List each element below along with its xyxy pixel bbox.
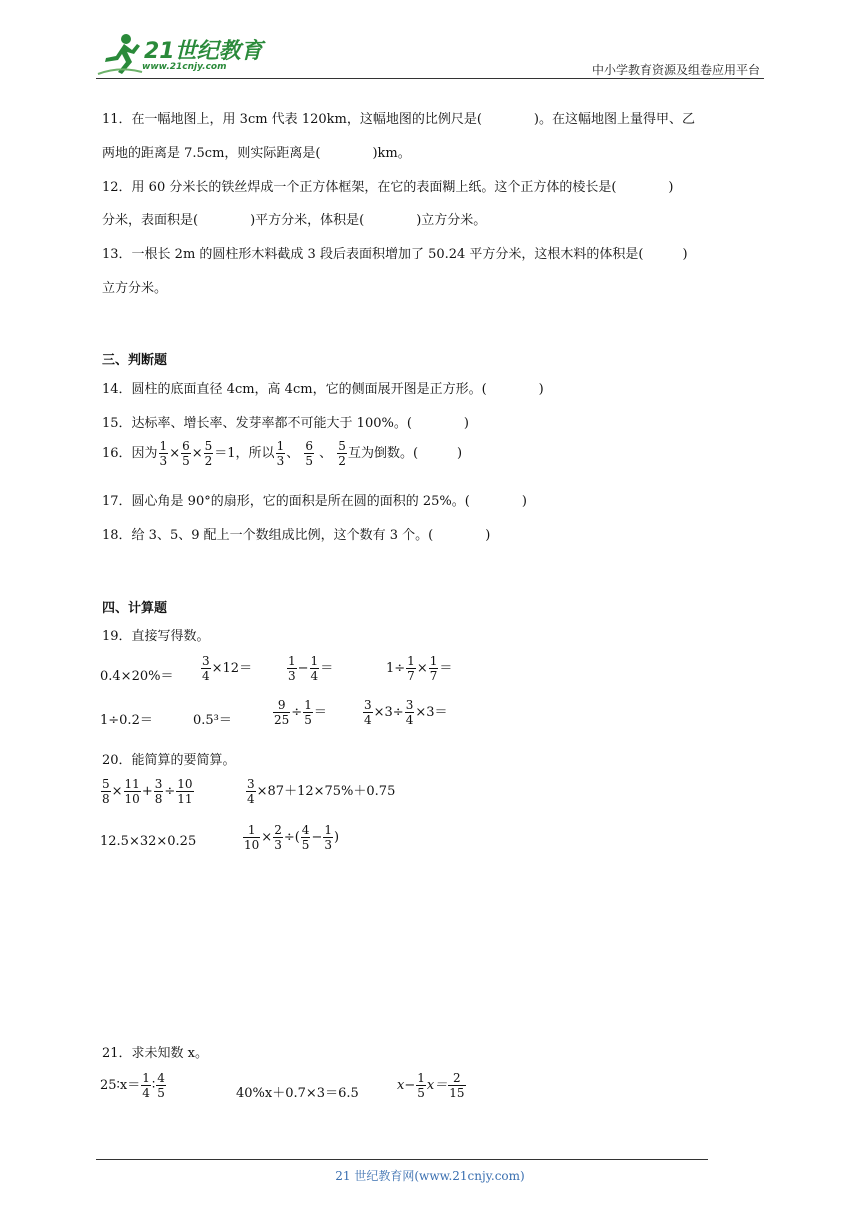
- q16-suffix: 互为倒数。( ): [347, 446, 463, 461]
- fraction-four-fifth: $\frac{4}{5}$: [157, 1071, 165, 1100]
- q21-b: 40%x＋0.7×3＝6.5: [236, 1086, 359, 1101]
- q19-2d-end: ×3＝: [415, 705, 448, 720]
- fraction-three-quarter: $\frac{3}{4}$: [202, 654, 210, 683]
- q19-1d-pre: 1÷: [386, 661, 406, 676]
- q16-prefix: 16．因为: [102, 446, 158, 461]
- question-12-line2: 分米，表面积是( )平方分米，体积是( )立方分米。: [102, 213, 487, 228]
- logo-text: 21世纪教育: [144, 39, 263, 64]
- q16-sep: 、: [319, 446, 333, 461]
- footer-text: 21 世纪教育网(www.21cnjy.com): [335, 1169, 525, 1183]
- fraction-one-seventh: $\frac{1}{7}$: [429, 654, 438, 683]
- q19-2d: [362, 699, 448, 726]
- q21-a-pre: 25∶x＝: [100, 1078, 141, 1093]
- q19-1b-text: ×12＝: [211, 661, 253, 676]
- question-16: 16．因为 $\frac{1}{3}$ × $\frac{6}{5}$ × $\frac{5}{2}$ ＝1，所以 $\frac{1}{3}$ 、 $\frac{6}{5}$ 、 $\frac{5}{2}$ 互为倒数。( ): [102, 439, 463, 468]
- q21-a: [100, 1072, 167, 1099]
- question-13-line2: 立方分米。: [102, 281, 168, 296]
- q21-a-mid: ∶: [151, 1078, 156, 1093]
- q19-2a: 1÷0.2＝: [100, 713, 153, 728]
- fraction-one-third: $\frac{1}{3}$: [324, 823, 332, 852]
- fraction-one-third: $\frac{1}{3}$: [159, 439, 168, 468]
- question-12-line1: 12．用 60 分米长的铁丝焊成一个正方体框架，在它的表面糊上纸。这个正方体的棱长是( ): [102, 180, 674, 195]
- fraction-eleven-tenth: $\frac{11}{10}$: [124, 777, 140, 806]
- q20-b-text: ×87＋12×75%＋0.75: [256, 784, 396, 799]
- fraction-one-third: $\frac{1}{3}$: [276, 439, 285, 468]
- q19-1c-eq: ＝: [320, 661, 334, 676]
- fraction-three-quarter: $\frac{3}{4}$: [364, 698, 372, 727]
- question-19: 19．直接写得数。: [102, 629, 210, 644]
- fraction-one-quarter: $\frac{1}{4}$: [142, 1071, 150, 1100]
- question-20: 20．能简算的要简算。: [102, 753, 236, 768]
- q19-1a: 0.4×20%＝: [100, 669, 174, 684]
- q21-c-x: x: [397, 1078, 405, 1093]
- q19-1d-eq: ＝: [439, 661, 453, 676]
- question-18: 18．给 3、5、9 配上一个数组成比例，这个数有 3 个。( ): [102, 528, 491, 543]
- q19-2c-eq: ＝: [313, 705, 327, 720]
- fraction-one-fifth: $\frac{1}{5}$: [417, 1071, 425, 1100]
- q19-1b: [200, 655, 252, 682]
- fraction-one-seventh: $\frac{1}{7}$: [407, 654, 415, 683]
- fraction-one-tenth: $\frac{1}{10}$: [244, 823, 260, 852]
- fraction-five-eighth: $\frac{5}{8}$: [102, 777, 110, 806]
- header-platform-text: 中小学教育资源及组卷应用平台: [591, 63, 760, 77]
- q16-eq: ＝1，所以: [214, 446, 275, 461]
- fraction-three-eighth: $\frac{3}{8}$: [154, 777, 163, 806]
- fraction-five-half: $\frac{5}{2}$: [338, 439, 346, 468]
- fraction-three-quarter: $\frac{3}{4}$: [247, 777, 255, 806]
- footer-divider: [96, 1159, 708, 1160]
- q19-1c: $\frac{1}{3}$ − $\frac{1}{4}$ ＝: [288, 654, 334, 683]
- fraction-nine-25: $\frac{9}{25}$: [274, 698, 290, 727]
- question-14: 14．圆柱的底面直径 4cm，高 4cm，它的侧面展开图是正方形。( ): [102, 382, 544, 397]
- q20-a: $\frac{5}{8}$ × $\frac{11}{10}$ + $\frac{3}{8}$ ÷ $\frac{10}{11}$: [102, 777, 193, 806]
- section-3-title: 三、判断题: [102, 353, 168, 368]
- q20-b: [245, 778, 395, 805]
- site-logo: [96, 32, 271, 78]
- fraction-one-fifth: $\frac{1}{5}$: [304, 698, 312, 727]
- fraction-six-fifth: $\frac{6}{5}$: [305, 439, 313, 468]
- q19-2d-mid: ×3÷: [373, 705, 404, 720]
- q20-c: 12.5×32×0.25: [100, 834, 197, 849]
- fraction-three-quarter: $\frac{3}{4}$: [405, 698, 414, 727]
- fraction-one-quarter: $\frac{1}{4}$: [310, 654, 319, 683]
- question-11-line2: 两地的距离是 7.5cm，则实际距离是( )km。: [102, 146, 411, 161]
- runner-logo-icon: [96, 32, 144, 78]
- question-17: 17．圆心角是 90°的扇形，它的面积是所在圆的面积的 25%。( ): [102, 494, 527, 509]
- fraction-two-third: $\frac{2}{3}$: [274, 823, 282, 852]
- fraction-one-third: $\frac{1}{3}$: [288, 654, 296, 683]
- fraction-four-fifth: $\frac{4}{5}$: [301, 823, 310, 852]
- q21-c-eq: x＝: [426, 1078, 448, 1093]
- q19-2b: 0.5³＝: [193, 713, 232, 728]
- q19-1d: 1÷ $\frac{1}{7}$ × $\frac{1}{7}$ ＝: [386, 654, 453, 683]
- fraction-ten-eleventh: $\frac{10}{11}$: [177, 777, 193, 806]
- q19-2c: $\frac{9}{25}$ ÷ $\frac{1}{5}$ ＝: [274, 698, 327, 727]
- fraction-two-15: $\frac{2}{15}$: [449, 1071, 465, 1100]
- question-15: 15．达标率、增长率、发芽率都不可能大于 100%。( ): [102, 416, 469, 431]
- question-13-line1: 13．一根长 2m 的圆柱形木料截成 3 段后表面积增加了 50.24 平方分米，这根木料的体积是( ): [102, 247, 688, 262]
- fraction-five-half: $\frac{5}{2}$: [204, 439, 213, 468]
- logo-url: www.21cnjy.com: [142, 62, 227, 72]
- q21-c: x− $\frac{1}{5}$ x＝ $\frac{2}{15}$: [397, 1071, 465, 1100]
- q20-d: $\frac{1}{10}$ × $\frac{2}{3}$ ÷( $\frac{4}{5}$ − $\frac{1}{3}$ ): [244, 823, 340, 852]
- section-4-title: 四、计算题: [102, 601, 168, 616]
- question-11-line1: 11．在一幅地图上，用 3cm 代表 120km，这幅地图的比例尺是( )。在这幅地图上量得甲、乙: [102, 112, 695, 127]
- header-divider: [96, 78, 764, 79]
- fraction-six-fifth: $\frac{6}{5}$: [182, 439, 190, 468]
- question-21: 21．求未知数 x。: [102, 1046, 209, 1061]
- q16-sep: 、: [286, 446, 300, 461]
